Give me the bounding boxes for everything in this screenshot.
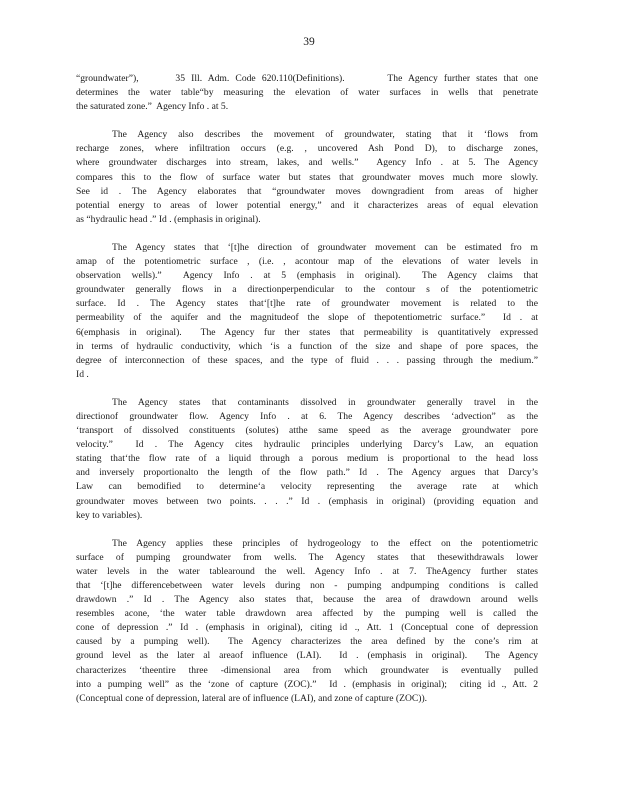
text-line: observation wells).” Agency Info . at 5 (emphasis in original). The Agency claims that xyxy=(76,270,538,282)
text-line: ground level as the later al areaof influence (LAI). Id . (emphasis in original). The Agency xyxy=(76,650,538,662)
text-line: and inversely proportionalto the length of the flow path.” Id . The Agency argues that Darcy’s xyxy=(76,467,538,479)
text-line: permeability of the aquifer and the magnitudeof the slope of thepotentiometric surface.” Id . at xyxy=(76,312,538,324)
text-line: resembles acone, ‘the water table drawdown area affected by the pumping well is called the xyxy=(76,608,538,620)
page-number: 39 xyxy=(303,36,315,48)
text-line: in terms of hydraulic conductivity, which ‘is a function of the size and shape of pore spaces, the xyxy=(76,340,538,352)
text-line: 6(emphasis in original). The Agency fur ther states that permeability is quantitatively expressed xyxy=(76,326,538,338)
text-line: as “hydraulic head .” Id . (emphasis in original). xyxy=(76,213,261,225)
text-line: potential energy to areas of lower potential energy,” and it characterizes areas of equal elevation xyxy=(76,199,538,211)
text-line: recharge zones, where infiltration occurs (e.g. , uncovered Ash Pond D), to discharge zones, xyxy=(76,143,538,155)
text-line: The Agency states that contaminants dissolved in groundwater generally travel in the xyxy=(112,396,538,408)
document-body xyxy=(76,72,538,720)
text-line: See id . The Agency elaborates that “groundwater moves downgradient from areas of higher xyxy=(76,185,538,197)
text-line: amap of the potentiometric surface , (i.e. , acontour map of the elevations of water levels in xyxy=(76,256,538,268)
text-line: Id . xyxy=(76,368,89,380)
text-line: “groundwater”), 35 Ill. Adm. Code 620.110(Definitions). The Agency further states that one xyxy=(76,73,538,84)
text-line: water levels in the water tablearound the well. Agency Info . at 7. TheAgency further states xyxy=(76,565,538,577)
text-line: key to variables). xyxy=(76,509,143,521)
text-line: velocity.” Id . The Agency cites hydraulic principles underlying Darcy’s Law, an equation xyxy=(76,439,538,451)
text-line: The Agency also describes the movement of groundwater, stating that it ‘flows from xyxy=(112,129,538,141)
paragraph xyxy=(76,128,538,227)
text-line: the saturated zone.” Agency Info . at 5. xyxy=(76,101,229,113)
text-line: (Conceptual cone of depression, lateral are of influence (LAI), and zone of capture (ZOC)). xyxy=(76,692,428,704)
paragraph xyxy=(76,537,538,706)
text-line: directionof groundwater flow. Agency Info . at 6. The Agency describes ‘advection” as the xyxy=(76,410,538,422)
text-line: surface. Id . The Agency states that‘[t]he rate of groundwater movement is related to the xyxy=(76,298,538,310)
text-line: caused by a pumping well). The Agency characterizes the area defined by the cone’s rim at xyxy=(76,636,538,648)
text-line: groundwater moves between two points. . . .” Id . (emphasis in original) (providing equation and xyxy=(76,495,538,507)
text-line: compares this to the flow of surface water but states that groundwater moves much more slowly. xyxy=(76,171,538,183)
text-line: groundwater generally flows in a directionperpendicular to the contour s of the potentiometric xyxy=(76,284,538,296)
text-line: stating that‘the flow rate of a liquid through a porous medium is proportional to the head loss xyxy=(76,453,538,465)
text-line: ‘transport of dissolved constituents (solutes) atthe same speed as the average groundwater pore xyxy=(76,425,538,437)
paragraph xyxy=(76,396,538,523)
text-line: into a pumping well” as the ‘zone of capture (ZOC).” Id . (emphasis in original); citing id ., Att. 2 xyxy=(76,678,538,690)
text-line: The Agency applies these principles of hydrogeology to the effect on the potentiometric xyxy=(112,537,538,549)
text-line: Law can bemodified to determine‘a velocity representing the average rate at which xyxy=(76,481,538,493)
text-line: surface of pumping groundwater from wells. The Agency states that thesewithdrawals lower xyxy=(76,551,538,563)
text-line: that ‘[t]he differencebetween water levels during non - pumping andpumping conditions is called xyxy=(76,580,538,591)
text-line: drawdown .” Id . The Agency also states that, because the area of drawdown around wells xyxy=(76,594,538,606)
text-line: where groundwater discharges into stream, lakes, and wells.” Agency Info . at 5. The Agency xyxy=(76,157,538,169)
text-line: The Agency states that ‘[t]he direction of groundwater movement can be estimated fro m xyxy=(112,241,538,253)
paragraph xyxy=(76,241,538,382)
text-line: determines the water table“by measuring the elevation of water surfaces in wells that penetrate xyxy=(76,87,538,99)
text-line: degree of interconnection of these spaces, and the type of fluid . . . passing through the medium.” xyxy=(76,354,538,366)
text-line: characterizes ‘theentire three -dimensional area from which groundwater is eventually pulled xyxy=(76,664,538,676)
paragraph xyxy=(76,72,538,114)
text-line: cone of depression .” Id . (emphasis in original), citing id ., Att. 1 (Conceptual cone of depression xyxy=(76,622,538,634)
